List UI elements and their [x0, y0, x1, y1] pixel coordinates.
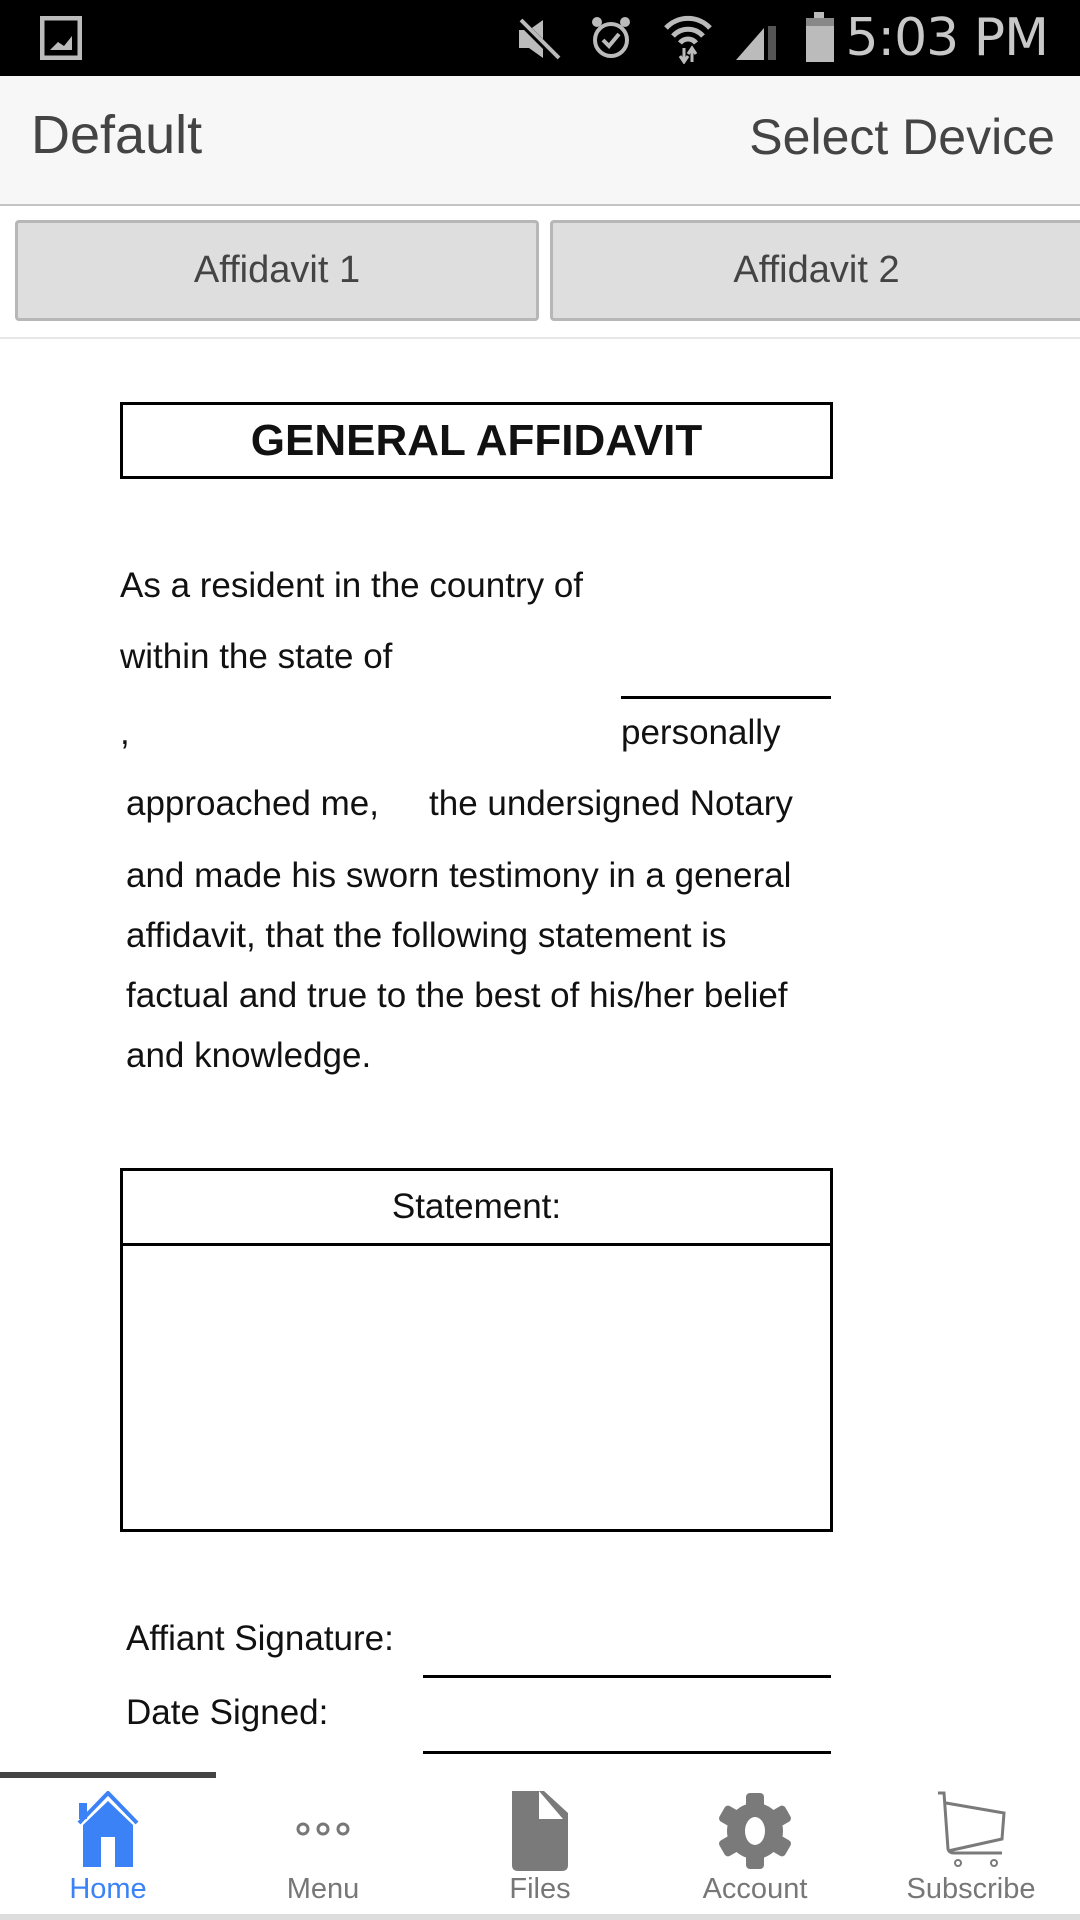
nav-label: Subscribe: [906, 1873, 1036, 1905]
app-header: [0, 76, 1080, 206]
affiant-signature-line[interactable]: [423, 1675, 831, 1678]
paragraph-line: and knowledge.: [126, 1036, 372, 1075]
affiant-signature-label: Affiant Signature:: [126, 1619, 394, 1658]
nav-menu[interactable]: [223, 1785, 423, 1920]
statement-box: [120, 1168, 833, 1532]
nav-home[interactable]: [8, 1785, 208, 1920]
state-line: within the state of: [120, 637, 393, 676]
paragraph-line: affidavit, that the following statement is: [126, 916, 727, 955]
tab-affidavit-1[interactable]: Affidavit 1: [15, 220, 539, 321]
active-tab-indicator: [0, 1772, 216, 1778]
comma: ,: [120, 713, 130, 752]
document-title: GENERAL AFFIDAVIT: [120, 402, 833, 479]
profile-title: Default: [31, 105, 203, 165]
alarm-icon: [588, 14, 634, 62]
paragraph-line: and made his sworn testimony in a general: [126, 856, 792, 895]
nav-files[interactable]: [440, 1785, 640, 1920]
signal-icon: [734, 26, 782, 62]
divider: [0, 337, 1080, 339]
gear-icon: [718, 1791, 792, 1871]
blank-line: [621, 696, 831, 699]
statement-label: Statement:: [123, 1171, 830, 1246]
file-icon: [503, 1791, 577, 1871]
approached-text: approached me,: [126, 784, 379, 823]
gallery-icon: [40, 16, 82, 60]
nav-subscribe[interactable]: [871, 1785, 1071, 1920]
nav-label: Files: [509, 1873, 571, 1905]
mute-icon: [515, 16, 563, 62]
clock: 5:03 PM: [845, 8, 1048, 68]
notary-text: the undersigned Notary: [429, 784, 793, 823]
date-signed-line[interactable]: [423, 1751, 831, 1754]
tab-affidavit-2[interactable]: Affidavit 2: [550, 220, 1080, 321]
statement-field[interactable]: [123, 1246, 830, 1526]
bottom-edge: [0, 1914, 1080, 1920]
more-dots-icon: [286, 1791, 360, 1867]
country-line: As a resident in the country of: [120, 566, 584, 605]
status-bar: [0, 0, 1080, 76]
paragraph-line: factual and true to the best of his/her belief: [126, 976, 788, 1015]
nav-label: Home: [69, 1873, 147, 1905]
nav-label: Menu: [286, 1873, 360, 1905]
home-icon: [71, 1791, 145, 1867]
wifi-icon: [662, 10, 714, 64]
cart-icon: [934, 1791, 1008, 1871]
select-device-button[interactable]: Select Device: [749, 109, 1055, 165]
battery-icon: [804, 12, 836, 62]
nav-label: Account: [702, 1873, 808, 1905]
nav-account[interactable]: [655, 1785, 855, 1920]
personally-text: personally: [621, 713, 781, 752]
date-signed-label: Date Signed:: [126, 1693, 329, 1732]
